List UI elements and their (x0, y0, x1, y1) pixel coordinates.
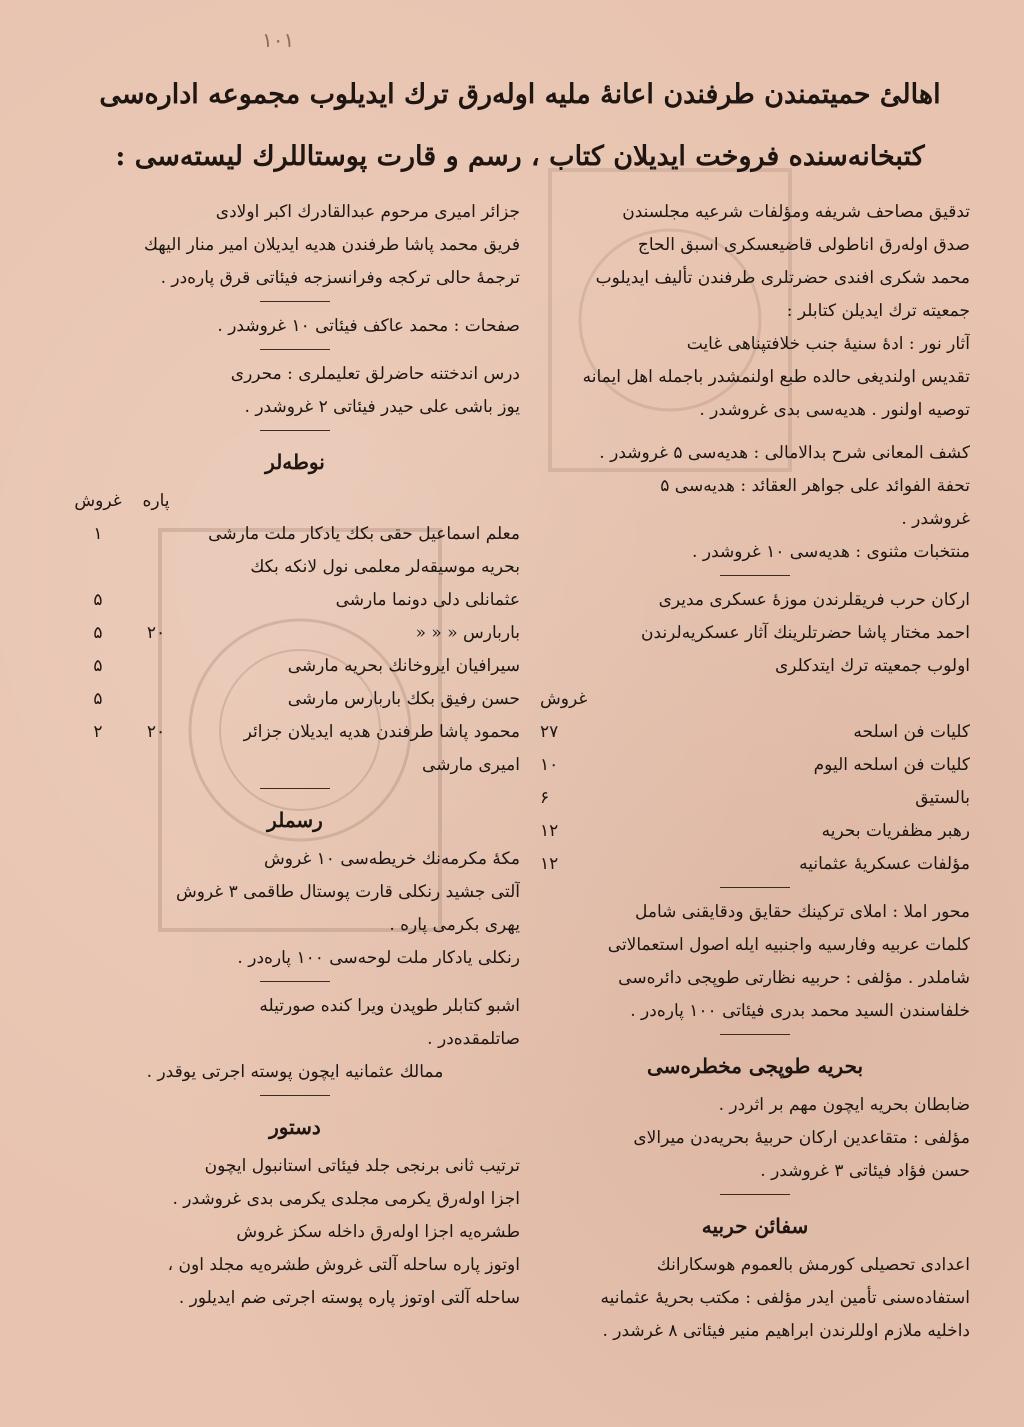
text-line: تقدیس اولندیغی حالده طبع اولنمشدر باجمله اهل ایمانه (582, 367, 970, 387)
note-para (126, 551, 186, 584)
note-name: محمود پاشا طرفندن هدیه ایدیلان جزائر (243, 722, 520, 742)
book-price: ۱۲ (540, 821, 559, 841)
note-name: عثمانلی دلی دونما مارشی (335, 590, 520, 610)
text-line: درس اندختنه حاضرلق تعلیملری : محرری (230, 364, 520, 384)
note-kurus: ۵ (93, 590, 103, 610)
text-line: منتخبات مثنوی : هدیه‌سی ۱۰ غروشدر . (692, 542, 970, 562)
note-row (70, 551, 520, 584)
header-line-1: اهالیٔ حمیتمندن طرفندن اعانهٔ ملیه اولەرق ترك ایدیلوب مجموعه ادارەسی (99, 79, 941, 110)
note-para (126, 584, 186, 617)
book-price: ۶ (540, 788, 550, 808)
note-para (126, 650, 186, 683)
note-para: ۲۰ (146, 623, 166, 643)
note-row (70, 650, 520, 683)
divider (260, 349, 330, 350)
section-title: رسملر (267, 808, 323, 832)
note-row (70, 683, 520, 716)
section-title: بحریه طوپجی مخطرەسی (646, 1054, 864, 1078)
book-row (540, 749, 970, 782)
divider (260, 301, 330, 302)
text-line: اشبو کتابلر طوپدن ویرا کنده صورتیله (259, 996, 520, 1016)
text-line: محمد شکری افندی حضرتلری طرفندن تألیف ایدیلوب (595, 268, 970, 288)
text-line: مکهٔ مکرمه‌نك خریطه‌سی ۱۰ غروش (264, 849, 520, 869)
text-line: کلمات عربیه وفارسیه واجنبیه ایله اصول استعمالاتی (607, 935, 970, 955)
text-line: جزائر امیری مرحوم عبدالقادرك اکبر اولادی (215, 202, 520, 222)
book-price: ۲۷ (540, 722, 559, 742)
book-row (540, 716, 970, 749)
note-name: سیرافیان ایروخانك بحریه مارشی (287, 656, 520, 676)
book-price: ۱۰ (540, 755, 559, 775)
text-line: تحفة الفوائد علی جواهر العقائد : هدیه‌سی ۵ (660, 476, 970, 496)
notes-units-row (70, 485, 520, 518)
left-column (70, 196, 520, 1315)
right-column (540, 196, 970, 1348)
text-line: حسن فؤاد فیئاتی ۳ غروشدر . (760, 1161, 970, 1181)
note-kurus: ۱ (93, 524, 103, 544)
text-line: تدقیق مصاحف شریفه ومؤلفات شرعیه مجلسندن (622, 202, 970, 222)
book-row (540, 848, 970, 881)
text-line: داخلیه ملازم اوللرندن ابراهیم منیر فیئاتی ۸ غرشدر . (602, 1321, 970, 1341)
text-line: فریق محمد پاشا طرفندن هدیه ایدیلان امیر منار الیهك (143, 235, 520, 255)
text-line: ضابطان بحریه ایچون مهم بر اثردر . (718, 1095, 970, 1115)
note-kurus (70, 749, 126, 782)
text-line: استفادەسنی تأمین ایدر مؤلفی : مکتب بحریهٔ عثمانیه (600, 1288, 970, 1308)
text-line: توصیه اولنور . هدیه‌سی بدی غروشدر . (699, 400, 970, 420)
note-row (70, 584, 520, 617)
divider (260, 430, 330, 431)
text-line: شاملدر . مؤلفی : حربیه نظارتی طوپجی دائرەسی (618, 968, 970, 988)
book-name: بالستیق (915, 788, 970, 808)
text-line: صفحات : محمد عاکف فیئاتی ۱۰ غروشدر . (217, 316, 520, 336)
text-line: ممالك عثمانیه ایچون پوسته اجرتی یوقدر . (146, 1062, 444, 1082)
unit-label: غروش (74, 491, 122, 511)
header-line-2: کتبخانه‌سنده فروخت ایدیلان کتاب ، رسم و قارت پوستاللرك لیستەسی : (115, 141, 925, 172)
divider (720, 887, 790, 888)
note-row (70, 716, 520, 749)
book-name: کلیات فن اسلحه (853, 722, 970, 742)
note-kurus: ۲ (93, 722, 103, 742)
section-title: سفائن حربیه (701, 1214, 809, 1238)
note-para: ۲۰ (146, 722, 166, 742)
text-line: کشف المعانی شرح بدالامالی : هدیه‌سی ۵ غروشدر . (599, 443, 970, 463)
note-name: حسن رفیق بکك باربارس مارشی (287, 689, 520, 709)
text-line: ترتیب ثانی برنجی جلد فیئاتی استانبول ایچون (204, 1156, 520, 1176)
text-line: جمعیته ترك ایدیلن کتابلر : (786, 301, 970, 321)
text-line: رنکلی یادکار ملت لوحه‌سی ۱۰۰ پارەدر . (237, 948, 520, 968)
book-price: ۱۲ (540, 854, 559, 874)
note-kurus: ۵ (93, 689, 103, 709)
text-line: غروشدر . (901, 509, 970, 529)
page-header (80, 64, 960, 188)
text-line: مؤلفی : متقاعدین ارکان حربیهٔ بحریه‌دن میرالای (633, 1128, 970, 1148)
price-unit-row (540, 683, 970, 716)
book-row (540, 815, 970, 848)
note-name: امیری مارشی (422, 755, 520, 775)
text-line: صاتلمقده‌در . (427, 1029, 520, 1049)
note-kurus (70, 551, 126, 584)
text-line: یوز باشی علی حیدر فیئاتی ۲ غروشدر . (244, 397, 520, 417)
divider (720, 1034, 790, 1035)
divider (260, 1095, 330, 1096)
note-name: باربارس « « « (415, 623, 520, 643)
note-name: معلم اسماعیل حقی بکك یادکار ملت مارشی (208, 524, 520, 544)
text-line: اولوب جمعیته ترك ایتدکلری (774, 656, 970, 676)
text-line: ارکان حرب فریقلرندن موزهٔ عسکری مدیری (658, 590, 970, 610)
divider (720, 1194, 790, 1195)
text-line: آثار نور : ادهٔ سنیهٔ جنب خلافتپناهی غایت (686, 334, 970, 354)
note-kurus: ۵ (93, 656, 103, 676)
book-name: رهبر مظفریات بحریه (821, 821, 970, 841)
page-number: ۱۰۱ (262, 28, 295, 52)
note-para (126, 749, 186, 782)
note-row (70, 518, 520, 551)
text-line: احمد مختار پاشا حضرتلرینك آثار عسکریه‌لرندن (641, 623, 970, 643)
note-name: بحریه موسیقه‌لر معلمی نول لانکه بکك (250, 557, 520, 577)
book-row (540, 782, 970, 815)
text-line: خلفاسندن السید محمد بدری فیئاتی ۱۰۰ پارەدر . (630, 1001, 970, 1021)
text-line: اعدادی تحصیلی کورمش بالعموم هوسکارانك (656, 1255, 970, 1275)
text-line: آلتی جشید رنکلی قارت پوستال طاقمی ۳ غروش (175, 882, 520, 902)
note-para (126, 683, 186, 716)
divider (720, 575, 790, 576)
unit-label: پاره (142, 491, 170, 511)
text-line: صدق اولەرق اناطولی قاضیعسکری اسبق الحاج (637, 235, 970, 255)
note-kurus: ۵ (93, 623, 103, 643)
note-row (70, 617, 520, 650)
price-unit-label: غروش (540, 689, 588, 709)
note-para (126, 518, 186, 551)
note-row (70, 749, 520, 782)
divider (260, 788, 330, 789)
book-name: مؤلفات عسکریهٔ عثمانیه (799, 854, 970, 874)
section-title: دستور (269, 1115, 321, 1139)
section-title: نوطه‌لر (265, 450, 325, 474)
book-name: کلیات فن اسلحه الیوم (813, 755, 970, 775)
text-line: یهری بکرمی پاره . (389, 915, 520, 935)
text-line: محور املا : املای ترکینك حقایق ودقایقنی شامل (635, 902, 970, 922)
text-line: اجزا اولەرق یکرمی مجلدی یکرمی بدی غروشدر . (172, 1189, 520, 1209)
divider (260, 981, 330, 982)
text-line: اوتوز پاره ساحله آلتی غروش طشره‌یه مجلد اون ، (167, 1255, 520, 1275)
text-line: طشره‌یه اجزا اولەرق داخله سکز غروش (236, 1222, 520, 1242)
text-line: ساحله آلتی اوتوز پاره پوسته اجرتی ضم ایدیلور . (178, 1288, 520, 1308)
text-line: ترجمهٔ حالی ترکجه وفرانسزجه فیئاتی قرق پارەدر . (160, 268, 520, 288)
